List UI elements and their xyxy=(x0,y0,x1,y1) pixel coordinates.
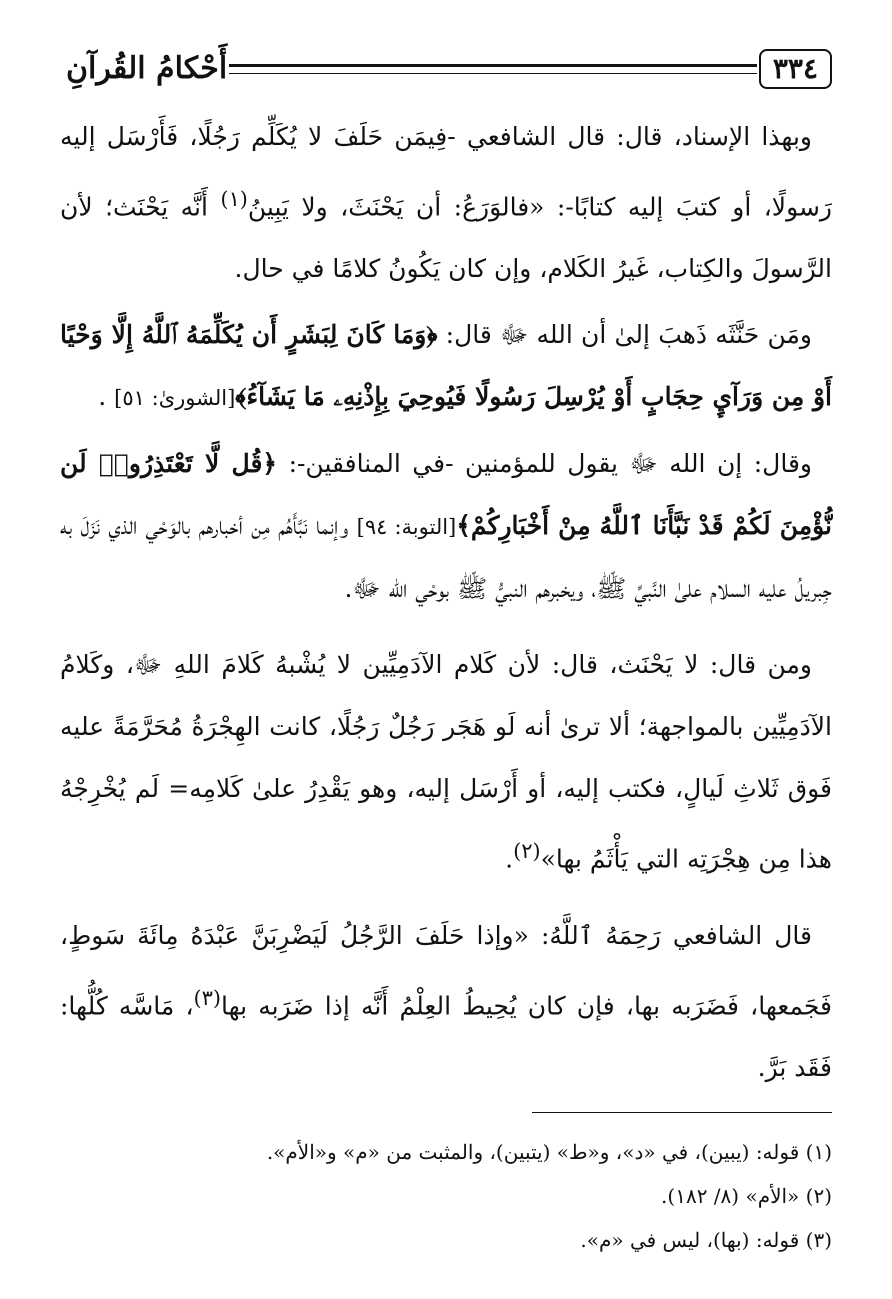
paragraph xyxy=(60,304,832,429)
paragraph xyxy=(60,106,832,300)
footnote-separator xyxy=(532,1112,832,1113)
text-run: ومَن حَنَّثَه ذَهبَ إلىٰ أن الله ﷻ قال: xyxy=(437,320,812,350)
footnote-2: (٢) «الأم» (٨/ ١٨٢). xyxy=(661,1184,832,1208)
paragraph xyxy=(60,433,832,620)
footnote-marker: (٢) xyxy=(513,839,541,864)
footnote-1: (١) قوله: (يبين)، في «د»، و«ط» (يتبين)، والمثبت من «م» و«الأم». xyxy=(266,1140,832,1164)
header-rule xyxy=(229,64,757,74)
page-header xyxy=(60,38,832,100)
footnote-marker: (١) xyxy=(220,187,248,211)
quran-verse: قُل لَّا تَعْتَذِرُوا۟ لَن نُّؤْمِنَ لَكُمْ قَدْ نَبَّأَنَا ٱللَّهُ مِنْ أَخْبَارِكُمْ xyxy=(60,449,833,541)
text-run: وإنما نَبَّأَهُم مِن أخبارهم بالوَحْي الذي نَزَلَ به جِبريلُ عليه السلام علىٰ النَّبيِّ ﷺ، ويخبرهم النبيُّ ﷺ بوحْي الله ﷻ. xyxy=(60,511,832,604)
footnotes xyxy=(60,1130,832,1262)
verse-bracket: ﴾ xyxy=(235,382,247,412)
document-page xyxy=(60,38,832,1268)
paragraph xyxy=(60,634,832,890)
text-run: ، مَاسَّه كُلُّها: فَقَد بَرَّ. xyxy=(60,990,832,1082)
text-run: . xyxy=(98,382,115,412)
text-run: وقال: إن الله ﷻ يقول للمؤمنين -في المنافقين-: xyxy=(277,449,812,479)
text-run: وبهذا الإسناد، قال: قال الشافعي -فِيمَن حَلَفَ لا يُكَلِّم رَجُلًا، فَأَرْسَل إليه رَسولًا، أو كتبَ إليه كتابًا-: «فالوَرَعُ: أن يَحْنَثَ، ولا يَبِينُ xyxy=(60,122,833,222)
verse-reference: [الشورىٰ: ٥١] xyxy=(114,386,236,411)
footnote-3: (٣) قوله: (بها)، ليس في «م». xyxy=(580,1228,832,1252)
text-run: ومن قال: لا يَحْنَث، قال: لأن كَلام الآدَمِيِّين لا يُشْبهُ كَلامَ اللهِ ﷻ، وكَلامُ الآدَمِيِّين بالمواجهة؛ ألا ترىٰ أنه لَو هَجَر رَجُلٌ رَجُلًا، كانت الهِجْرَةُ مُحَرَّمَةً عليه فَوق ثَلاثِ لَيالٍ، فكتب إليه، أو أَرْسَل إليه، وهو يَقْدِرُ علىٰ كَلامِه= لَم يُخْرِجْهُ هذا مِن هِجْرَتِه التي يَأْثَمُ بها» xyxy=(60,650,832,874)
verse-bracket: ﴾ xyxy=(456,511,471,541)
text-run: قال الشافعي رَحِمَهُ ٱللَّهُ: «وإذا حَلَفَ الرَّجُلُ لَيَضْرِبَنَّ عَبْدَهُ مِائَةَ سَوطٍ، فَجَمعها، فَضَرَبه بها، فإن كان يُحِيطُ العِلْمُ أَنَّه إذا ضَرَبه بها xyxy=(60,920,832,1020)
paragraph xyxy=(60,905,832,1099)
main-text xyxy=(60,106,832,1099)
text-run: أَنَّه يَحْنَث؛ لأن الرَّسولَ والكِتاب، غَيرُ الكَلام، وإن كان يَكُونُ كلامًا في حال. xyxy=(60,192,832,284)
verse-bracket: ﴿ xyxy=(262,449,278,479)
page-number: ٣٣٤ xyxy=(759,49,832,89)
book-title: أَحْكامُ القُرآنِ xyxy=(66,51,228,86)
quran-verse: وَمَا كَانَ لِبَشَرٍ أَن يُكَلِّمَهُ ٱللَّهُ إِلَّا وَحْيًا أَوْ مِن وَرَآيِٕ حِجَابٍ أَوْ يُرْسِلَ رَسُولًا فَيُوحِيَ بِإِذْنِهِۦ مَا يَشَآءُ xyxy=(60,320,832,412)
text-run: . xyxy=(505,844,514,874)
footnote-marker: (٣) xyxy=(193,985,221,1010)
verse-bracket: ﴿ xyxy=(426,320,438,350)
verse-reference: [التوبة: ٩٤] xyxy=(356,515,457,540)
